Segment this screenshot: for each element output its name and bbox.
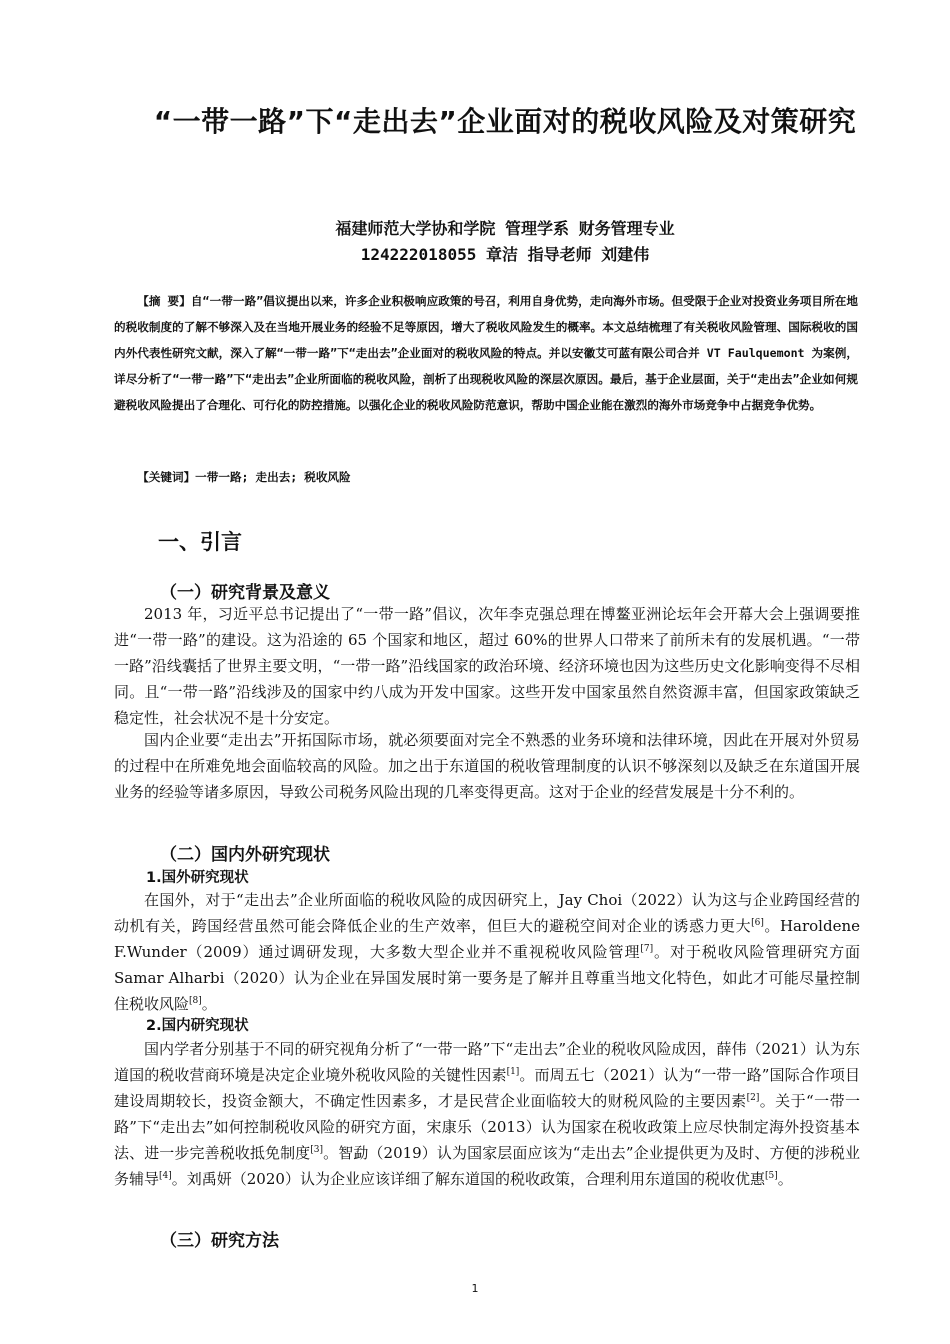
- affiliation-line: 福建师范大学协和学院 管理学系 财务管理专业: [335, 219, 675, 238]
- text: 。关于“一带一路”下“走出去”如何控制税收风险的研究方面，宋康乐（2013）认为国家在税收政策上应尽快制定海外投资基本法、进一步完善税收抵免制度: [114, 1092, 860, 1162]
- abstract: [114, 288, 858, 418]
- citation-ref: [5]: [764, 1171, 778, 1181]
- citation-ref: [4]: [159, 1171, 172, 1181]
- text: 。Haroldene F.Wunder（2009）通过调研发现，大多数大型企业并不重视税收风险管理: [114, 917, 860, 961]
- text: 国内学者分别基于不同的研究视角分析了“一带一路”下“走出去”企业的税收风险成因，薛伟（2021）认为东道国的税收营商环境是决定企业境外税收风险的关键性因素: [114, 1040, 860, 1084]
- keywords-text: 一带一路; 走出去; 税收风险: [195, 470, 351, 484]
- domestic-research-paragraph: [114, 1036, 860, 1192]
- citation-ref: [6]: [751, 918, 764, 928]
- heading-foreign-research: 1.国外研究现状: [146, 870, 249, 886]
- background-paragraph-1: 2013 年，习近平总书记提出了“一带一路”倡议，次年李克强总理在博鳌亚洲论坛年会开幕大会上强调要推进“一带一路”的建设。这为沿途的 65 个国家和地区，超过 60%的世界人口带来了前所未有的发展机遇。“一带一路”沿线囊括了世界主要文明，“一带一路”沿线国家的政治环境、经济环境也因为这些历史文化影响变得不尽相同。且“一带一路”沿线涉及的国家中约八成为开发中国家。这些开发中国家虽然自然资源丰富，但国家政策缺乏稳定性，社会状况不是十分安定。: [114, 605, 860, 727]
- abstract-label: 【摘 要】: [137, 294, 191, 308]
- subsection-heading-methods: （三）研究方法: [160, 1231, 279, 1251]
- keywords: [114, 464, 858, 490]
- subsection-heading-background: （一）研究背景及意义: [160, 583, 330, 603]
- section-heading-introduction: 一、引言: [158, 530, 242, 554]
- text: 在国外，对于“走出去”企业所面临的税收风险的成因研究上，Jay Choi（2022）认为这与企业跨国经营的动机有关，跨国经营虽然可能会降低企业的生产效率，但巨大的避税空间对企业的诱惑力更大: [114, 891, 860, 935]
- text: 。: [201, 995, 217, 1013]
- text: 。而周五七（2021）认为“一带一路”国际合作项目建设周期较长，投资金额大，不确定性因素多，才是民营企业面临较大的财税风险的主要因素: [114, 1066, 860, 1110]
- text: 。刘禹妍（2020）认为企业应该详细了解东道国的税收政策，合理利用东道国的税收优惠: [171, 1170, 765, 1188]
- abstract-text: 自“一带一路”倡议提出以来，许多企业积极响应政策的号召，利用自身优势，走向海外市场。但受限于企业对投资业务项目所在地的税收制度的了解不够深入及在当地开展业务的经验不足等原因，增大了税收风险发生的概率。本文总结梳理了有关税收风险管理、国际税收的国内外代表性研究文献，深入了解“一带一路”下“走出去”企业面对的税收风险的特点。并以安徽艾可蓝有限公司合并 VT Faulquemont 为案例，详尽分析了“一带一路”下“走出去”企业所面临的税收风险，剖析了出现税收风险的深层次原因。最后，基于企业层面，关于“走出去”企业如何规避税收风险提出了合理化、可行化的防控措施。以强化企业的税收风险防范意识，帮助中国企业能在激烈的海外市场竞争中占据竞争优势。: [114, 294, 858, 412]
- foreign-research-paragraph: [114, 887, 860, 1017]
- citation-ref: [2]: [746, 1093, 760, 1103]
- background-paragraph-2: 国内企业要“走出去”开拓国际市场，就必须要面对完全不熟悉的业务环境和法律环境，因此在开展对外贸易的过程中在所难免地会面临较高的风险。加之出于东道国的税收管理制度的认识不够深刻以及缺乏在东道国开展业务的经验等诸多原因，导致公司税务风险出现的几率变得更高。这对于企业的经营发展是十分不利的。: [114, 731, 860, 801]
- citation-ref: [8]: [189, 996, 202, 1006]
- citation-ref: [3]: [310, 1145, 324, 1155]
- subsection-heading-literature: （二）国内外研究现状: [160, 845, 330, 865]
- text: 。对于税收风险管理研究方面 Samar Alharbi（2020）认为企业在异国发展时第一要务是了解并且尊重当地文化特色，如此才可能尽量控制住税收风险: [114, 943, 860, 1013]
- paper-title: “一带一路”下“走出去”企业面对的税收风险及对策研究: [153, 105, 857, 138]
- citation-ref: [1]: [506, 1067, 520, 1077]
- page-number: 1: [471, 1282, 479, 1295]
- citation-ref: [7]: [640, 944, 654, 954]
- heading-domestic-research: 2.国内研究现状: [146, 1018, 249, 1034]
- text: 。: [777, 1170, 793, 1188]
- keywords-label: 【关键词】: [137, 470, 196, 484]
- text: 。智勐（2019）认为国家层面应该为“走出去”企业提供更为及时、方便的涉税业务辅导: [114, 1144, 860, 1188]
- author-line: 124222018055 章洁 指导老师 刘建伟: [360, 245, 650, 264]
